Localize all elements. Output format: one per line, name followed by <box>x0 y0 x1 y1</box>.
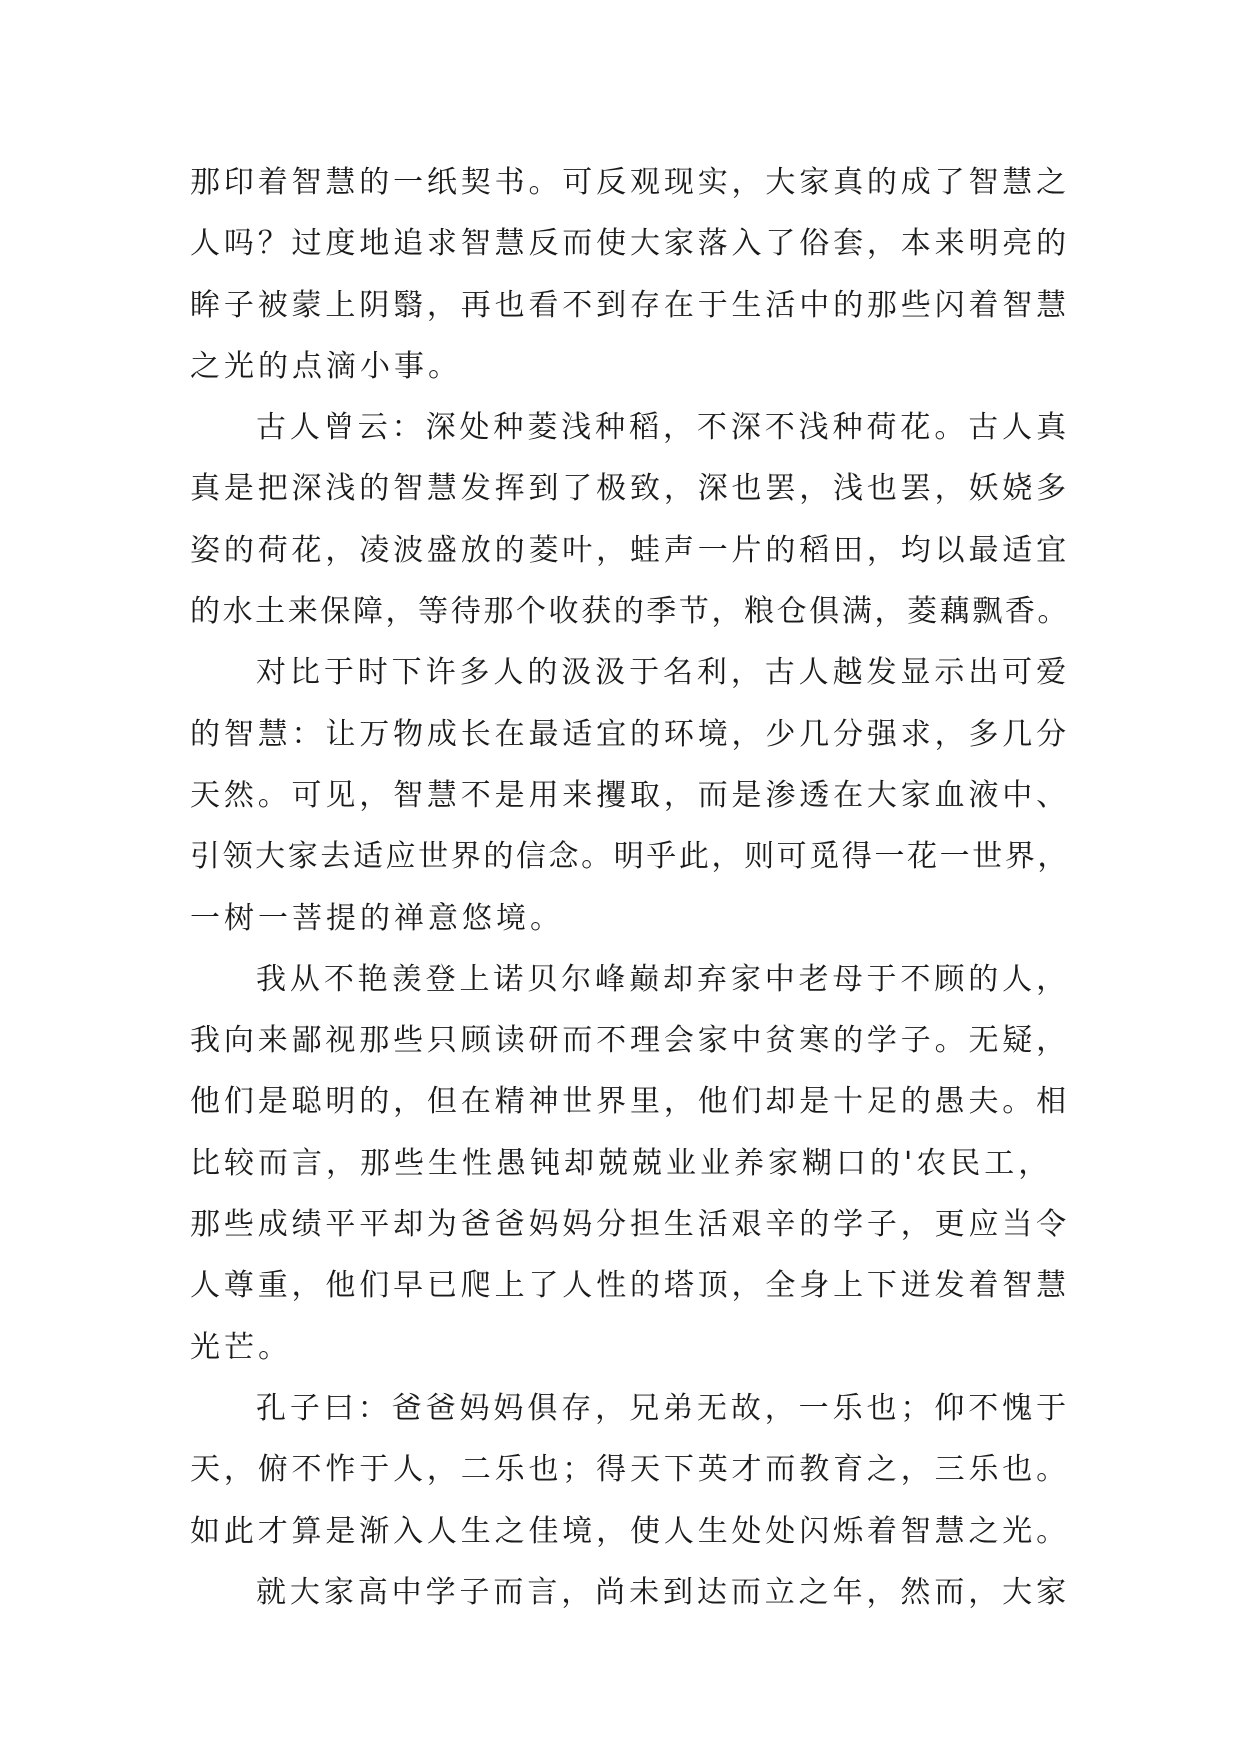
text-line: 人吗？过度地追求智慧反而使大家落入了俗套，本来明亮的 <box>190 226 1070 262</box>
text-line: 的智慧：让万物成长在最适宜的环境，少几分强求，多几分 <box>190 716 1070 752</box>
text-line: 光芒。 <box>190 1329 292 1365</box>
text-line: 的水土来保障，等待那个收获的季节，粮仓俱满，菱藕飘香。 <box>190 594 1070 630</box>
text-line: 那些成绩平平却为爸爸妈妈分担生活艰辛的学子，更应当令 <box>190 1207 1070 1243</box>
text-line: 天，俯不怍于人，二乐也；得天下英才而教育之，三乐也。 <box>190 1452 1070 1488</box>
text-line: 比较而言，那些生性愚钝却兢兢业业养家糊口的'农民工， <box>190 1145 1053 1181</box>
text-line: 如此才算是渐入人生之佳境，使人生处处闪烁着智慧之光。 <box>190 1513 1070 1549</box>
paragraph-first-line: 就大家高中学子而言，尚未到达而立之年，然而，大家 <box>256 1574 1070 1610</box>
text-line: 引领大家去适应世界的信念。明乎此，则可觅得一花一世界， <box>190 839 1070 875</box>
paragraph-first-line: 古人曾云：深处种菱浅种稻，不深不浅种荷花。古人真 <box>256 410 1070 446</box>
text-line: 真是把深浅的智慧发挥到了极致，深也罢，浅也罢，妖娆多 <box>190 471 1070 507</box>
paragraph-first-line: 我从不艳羡登上诺贝尔峰巅却弃家中老母于不顾的人， <box>256 961 1070 997</box>
text-line: 之光的点滴小事。 <box>190 348 462 384</box>
text-line: 我向来鄙视那些只顾读研而不理会家中贫寒的学子。无疑， <box>190 1023 1070 1059</box>
text-line: 人尊重，他们早已爬上了人性的塔顶，全身上下迸发着智慧 <box>190 1268 1070 1304</box>
text-line: 姿的荷花，凌波盛放的菱叶，蛙声一片的稻田，均以最适宜 <box>190 532 1070 568</box>
text-line: 那印着智慧的一纸契书。可反观现实，大家真的成了智慧之 <box>190 165 1070 200</box>
text-line: 一树一菩提的禅意悠境。 <box>190 900 564 936</box>
body-text <box>190 152 1070 1623</box>
paragraph-first-line: 对比于时下许多人的汲汲于名利，古人越发显示出可爱 <box>256 655 1070 691</box>
paragraph-first-line: 孔子曰：爸爸妈妈俱存，兄弟无故，一乐也；仰不愧于 <box>256 1390 1070 1426</box>
text-line: 他们是聪明的，但在精神世界里，他们却是十足的愚夫。相 <box>190 1084 1070 1120</box>
text-line: 天然。可见，智慧不是用来攫取，而是渗透在大家血液中、 <box>190 777 1070 813</box>
text-line: 眸子被蒙上阴翳，再也看不到存在于生活中的那些闪着智慧 <box>190 287 1070 323</box>
